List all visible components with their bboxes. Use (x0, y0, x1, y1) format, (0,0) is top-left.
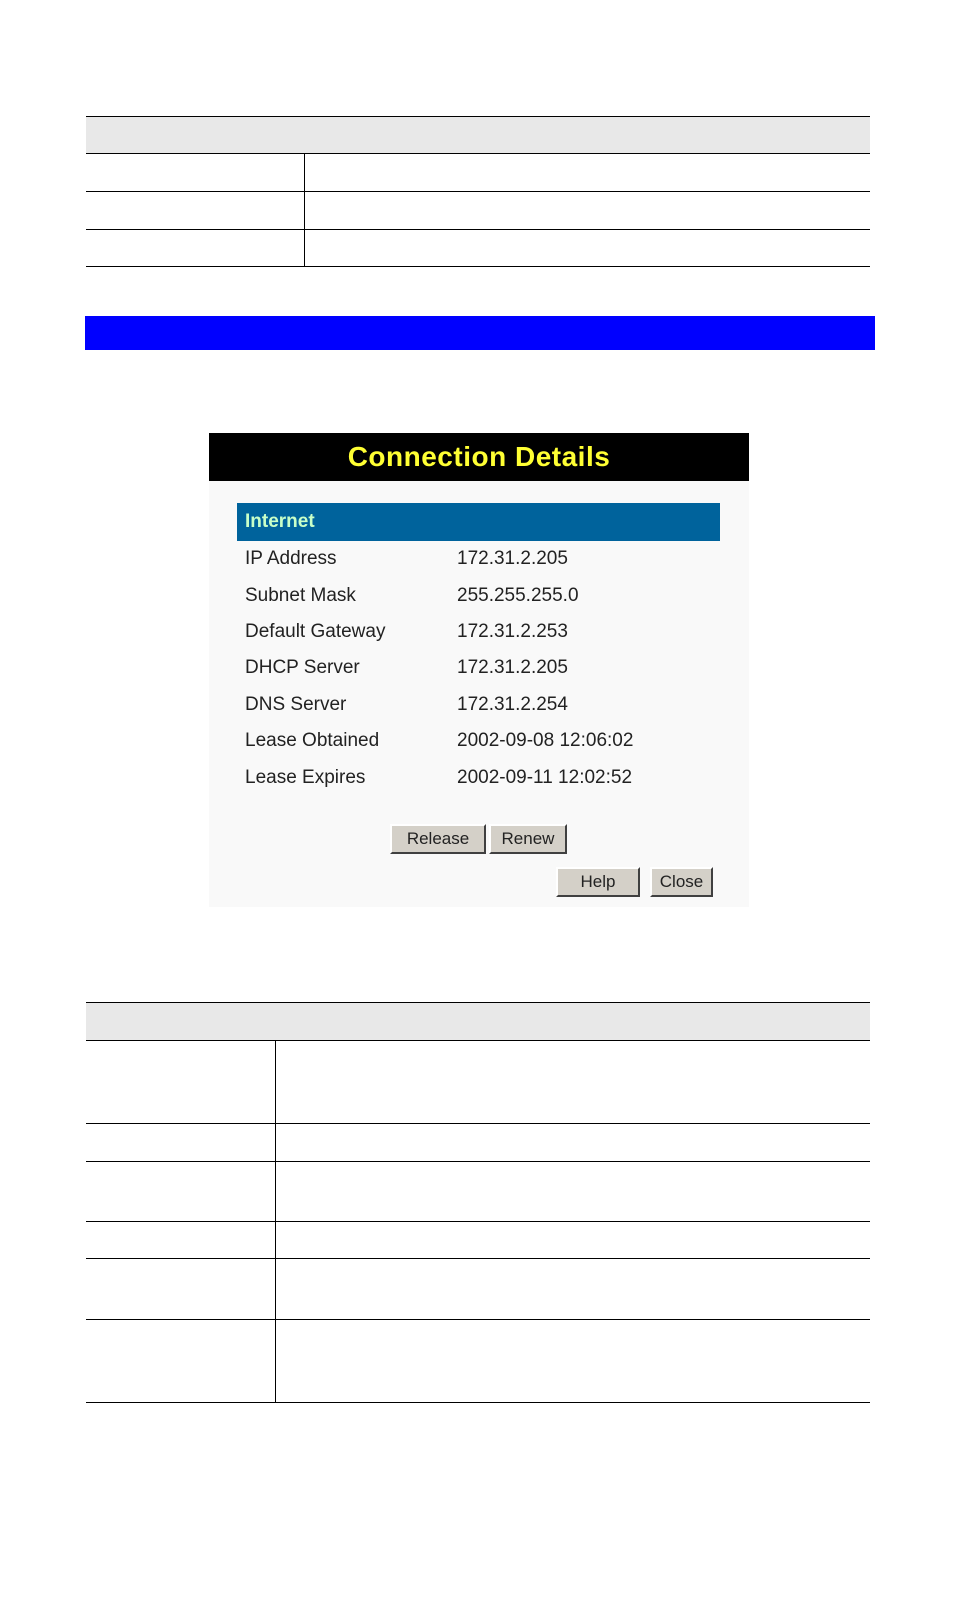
row-value-ip-address: 172.31.2.205 (457, 548, 568, 569)
row-value-lease-expires: 2002-09-11 12:02:52 (457, 767, 633, 788)
bottom-table-row-line (86, 1258, 870, 1259)
renew-button[interactable]: Renew (489, 824, 567, 854)
row-label-dns-server: DNS Server (245, 694, 347, 715)
top-table-row-line (86, 229, 870, 230)
row-label-lease-expires: Lease Expires (245, 767, 366, 788)
bottom-table-column-divider (275, 1041, 276, 1403)
row-value-default-gateway: 172.31.2.253 (457, 621, 568, 642)
panel-title: Connection Details (209, 433, 749, 481)
section-heading-bar (85, 316, 875, 350)
row-value-subnet-mask: 255.255.255.0 (457, 585, 579, 606)
help-button[interactable]: Help (556, 867, 640, 897)
connection-details-panel (209, 433, 749, 907)
section-header-internet: Internet (237, 503, 720, 541)
row-label-subnet-mask: Subnet Mask (245, 585, 356, 606)
row-value-lease-obtained: 2002-09-08 12:06:02 (457, 730, 634, 751)
top-table-bottom-line (86, 266, 870, 267)
bottom-table-row-line (86, 1221, 870, 1222)
row-label-lease-obtained: Lease Obtained (245, 730, 380, 751)
row-label-dhcp-server: DHCP Server (245, 657, 360, 678)
row-value-dns-server: 172.31.2.254 (457, 694, 568, 715)
row-value-dhcp-server: 172.31.2.205 (457, 657, 568, 678)
bottom-table-row-line (86, 1161, 870, 1162)
bottom-table-header (86, 1002, 870, 1041)
bottom-table-row-line (86, 1319, 870, 1320)
top-table-column-divider (304, 154, 305, 267)
row-label-ip-address: IP Address (245, 548, 337, 569)
row-label-default-gateway: Default Gateway (245, 621, 386, 642)
close-button[interactable]: Close (650, 867, 713, 897)
top-table-header (86, 116, 870, 154)
top-table-row-line (86, 191, 870, 192)
release-button[interactable]: Release (390, 824, 486, 854)
bottom-table-row-line (86, 1123, 870, 1124)
bottom-table-bottom-line (86, 1402, 870, 1403)
